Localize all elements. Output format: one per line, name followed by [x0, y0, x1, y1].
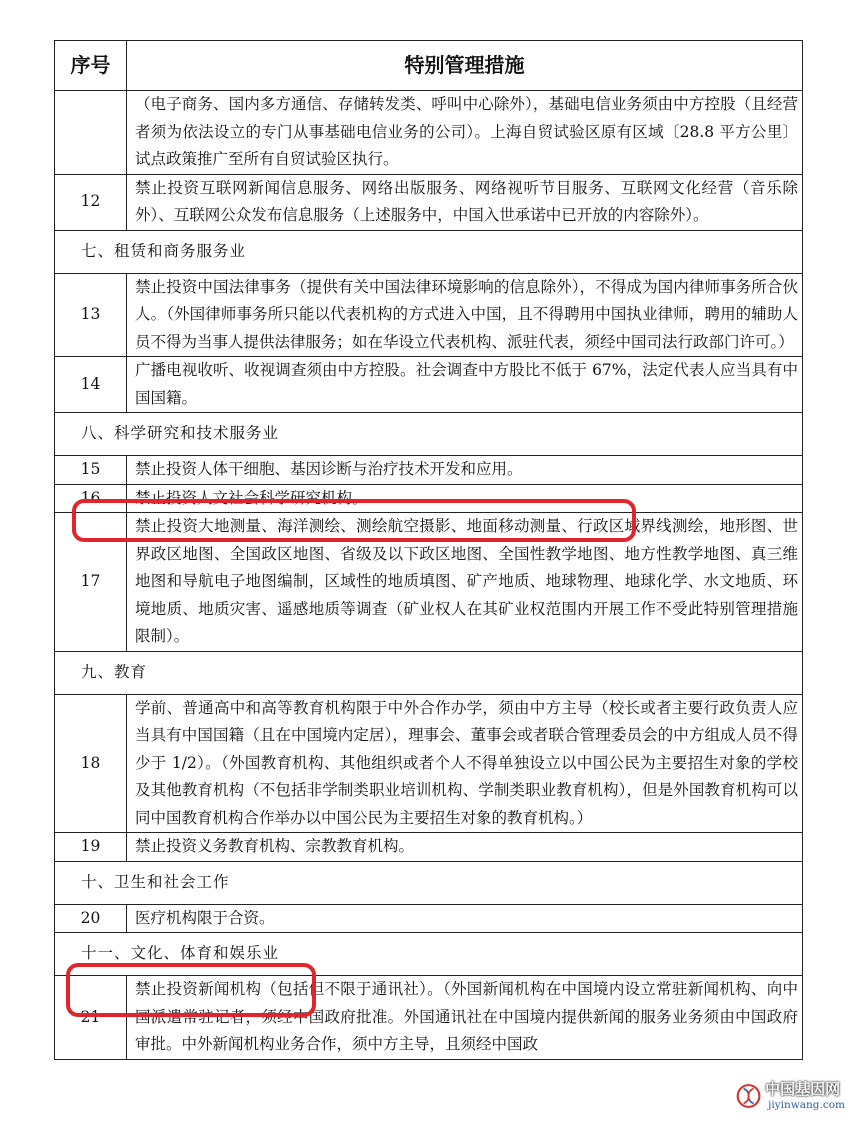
row-measure-text: 广播电视收听、收视调查须由中方控股。社会调查中方股比不低于 67%，法定代表人应当具有中国国籍。: [127, 357, 803, 413]
table-header-row: [55, 41, 803, 91]
section-heading: 七、租赁和商务服务业: [55, 230, 803, 273]
section-row: [55, 651, 803, 694]
table-row: [55, 904, 803, 933]
table-row: [55, 91, 803, 175]
watermark-cn: 中国基因网: [765, 1080, 841, 1098]
row-measure-text: 禁止投资人体干细胞、基因诊断与治疗技术开发和应用。: [127, 456, 803, 485]
table-row: [55, 484, 803, 513]
section-heading: 八、科学研究和技术服务业: [55, 413, 803, 456]
row-number: 18: [55, 694, 127, 833]
table-row: [55, 273, 803, 357]
dna-logo-icon: [736, 1081, 761, 1111]
section-heading: 十、卫生和社会工作: [55, 861, 803, 904]
row-measure-text: 禁止投资大地测量、海洋测绘、测绘航空摄影、地面移动测量、行政区域界线测绘，地形图、世界政区地图、全国政区地图、省级及以下政区地图、全国性教学地图、地方性教学地图、真三维地图和导航电子地图编制，区域性的地质填图、矿产地质、地球物理、地球化学、水文地质、环境地质、地质灾害、遥感地质等调查（矿业权人在其矿业权范围内开展工作不受此特别管理措施限制）。: [127, 513, 803, 652]
table-row: [55, 357, 803, 413]
measures-table: [54, 40, 803, 1060]
row-number: 16: [55, 484, 127, 513]
row-number: 14: [55, 357, 127, 413]
section-row: [55, 861, 803, 904]
section-row: [55, 230, 803, 273]
row-measure-text: 禁止投资人文社会科学研究机构。: [127, 484, 803, 513]
section-heading: 九、教育: [55, 651, 803, 694]
row-measure-text: 禁止投资中国法律事务（提供有关中国法律环境影响的信息除外），不得成为国内律师事务所合伙人。（外国律师事务所只能以代表机构的方式进入中国，且不得聘用中国执业律师，聘用的辅助人员不得为当事人提供法律服务；如在华设立代表机构、派驻代表，须经中国司法行政部门许可。）: [127, 273, 803, 357]
row-measure-text: 学前、普通高中和高等教育机构限于中外合作办学，须由中方主导（校长或者主要行政负责人应当具有中国国籍（且在中国境内定居），理事会、董事会或者联合管理委员会的中方组成人员不得少于 1/2）。（外国教育机构、其他组织或者个人不得单独设立以中国公民为主要招生对象的学校及其他教育机构（不包括非学制类职业培训机构、学制类职业教育机构），但是外国教育机构可以同中国教育机构合作举办以中国公民为主要招生对象的教育机构。）: [127, 694, 803, 833]
row-measure-text: 医疗机构限于合资。: [127, 904, 803, 933]
row-number: 12: [55, 174, 127, 230]
section-row: [55, 933, 803, 976]
row-number: 13: [55, 273, 127, 357]
table-row: [55, 174, 803, 230]
section-heading: 十一、文化、体育和娱乐业: [55, 933, 803, 976]
header-measure: 特别管理措施: [127, 41, 803, 91]
table-row: [55, 833, 803, 862]
row-measure-text: 禁止投资义务教育机构、宗教教育机构。: [127, 833, 803, 862]
row-number: 20: [55, 904, 127, 933]
table-row: [55, 694, 803, 833]
row-number: 17: [55, 513, 127, 652]
table-row: [55, 456, 803, 485]
row-number: 19: [55, 833, 127, 862]
watermark-en: jiyinwang.com: [765, 1098, 848, 1112]
table-row: [55, 976, 803, 1060]
header-num: 序号: [55, 41, 127, 91]
row-number: 21: [55, 976, 127, 1060]
row-measure-text: 禁止投资新闻机构（包括但不限于通讯社）。（外国新闻机构在中国境内设立常驻新闻机构、向中国派遣常驻记者，须经中国政府批准。外国通讯社在中国境内提供新闻的服务业务须由中国政府审批。中外新闻机构业务合作，须中方主导，且须经中国政: [127, 976, 803, 1060]
section-row: [55, 413, 803, 456]
row-number: 15: [55, 456, 127, 485]
site-watermark: [736, 1070, 848, 1122]
row-measure-text: 禁止投资互联网新闻信息服务、网络出版服务、网络视听节目服务、互联网文化经营（音乐除外）、互联网公众发布信息服务（上述服务中，中国入世承诺中已开放的内容除外）。: [127, 174, 803, 230]
row-number: [55, 91, 127, 175]
row-measure-text: （电子商务、国内多方通信、存储转发类、呼叫中心除外），基础电信业务须由中方控股（且经营者须为依法设立的专门从事基础电信业务的公司）。上海自贸试验区原有区域〔28.8 平方公里〕试点政策推广至所有自贸试验区执行。: [127, 91, 803, 175]
table-row: [55, 513, 803, 652]
